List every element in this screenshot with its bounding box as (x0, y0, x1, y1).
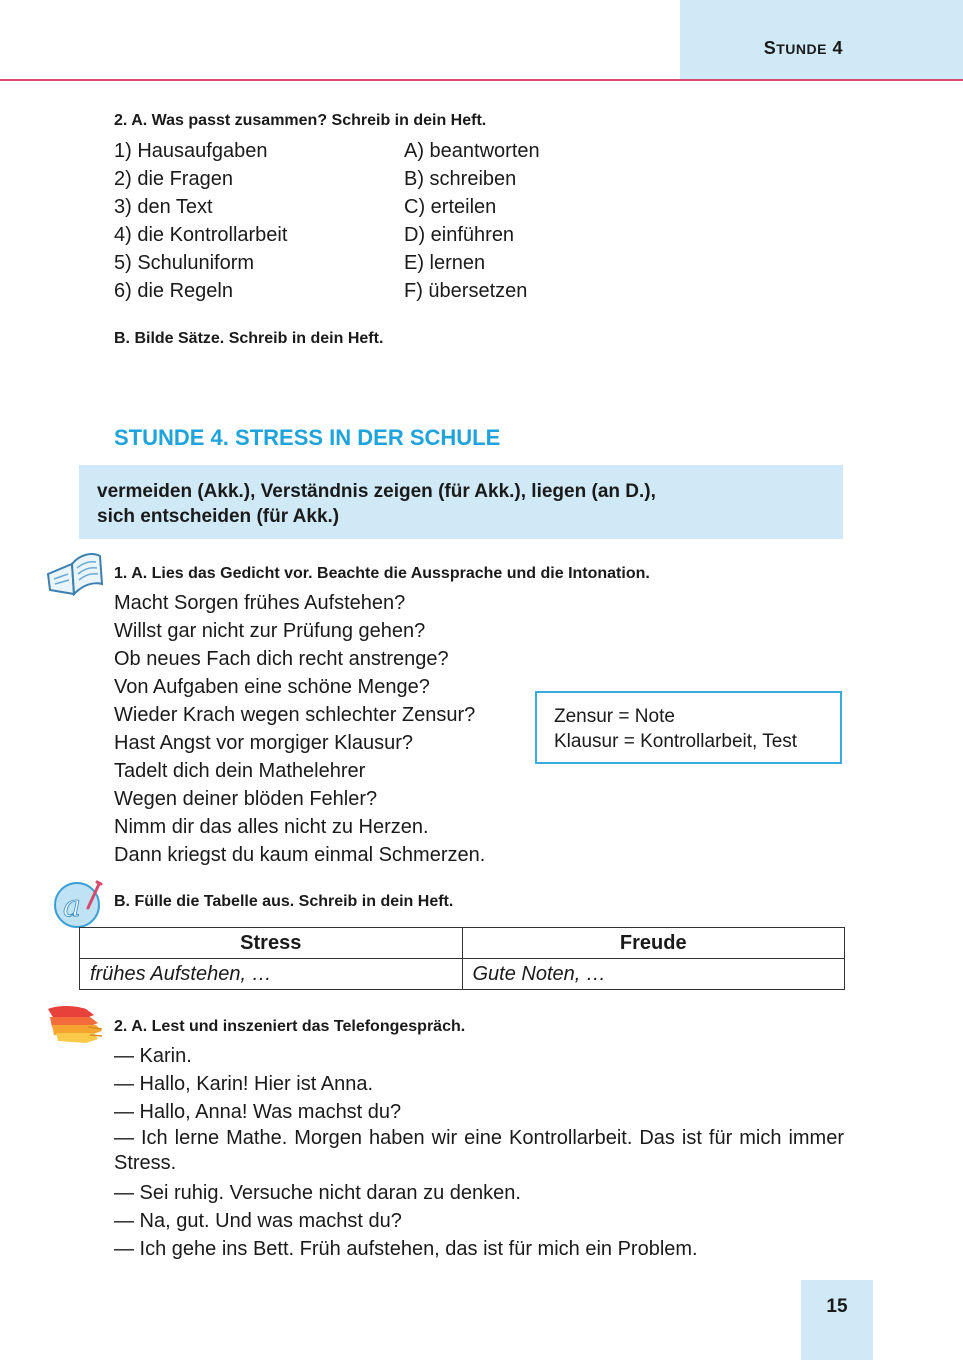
glossary-note (535, 691, 842, 764)
dialog-line: — Na, gut. Und was machst du? (114, 1210, 402, 1232)
header-tab (680, 0, 963, 79)
table-header-row (80, 928, 845, 959)
poem-line: Tadelt dich dein Mathelehrer (114, 760, 366, 782)
header-title: STUNDE 4 (763, 38, 843, 58)
task-2b-instruction: B. Bilde Sätze. Schreib in dein Heft. (114, 330, 384, 347)
table-cell-freude: Gute Noten, … (462, 959, 845, 990)
dialog-line: — Ich lerne Mathe. Morgen haben wir eine Kontrollarbeit. Das ist für mich immer Stress. (114, 1127, 844, 1174)
match-left-2: 2) die Fragen (114, 168, 233, 190)
glossary-line: Klausur = Kontrollarbeit, Test (554, 731, 798, 752)
stress-freude-table (79, 927, 845, 990)
vocabulary-text: vermeiden (Akk.), Verständnis zeigen (für Akk.), liegen (an D.), sich entscheiden (für Akk.) (97, 481, 656, 527)
match-right-f: F) übersetzen (404, 280, 528, 302)
alphabet-a-icon (52, 878, 104, 930)
match-right-c: C) erteilen (404, 196, 497, 218)
glossary-line: Zensur = Note (554, 706, 675, 727)
task-1a-instruction: 1. A. Lies das Gedicht vor. Beachte die Aussprache und die Intonation. (114, 565, 650, 582)
svg-text:a: a (63, 889, 81, 924)
match-right-e: E) lernen (404, 252, 486, 274)
match-right-a: A) beantworten (404, 140, 540, 162)
match-left-1: 1) Hausaufgaben (114, 140, 268, 162)
match-left-4: 4) die Kontrollarbeit (114, 224, 288, 246)
table-cell-stress: frühes Aufstehen, … (80, 959, 463, 990)
match-left-5: 5) Schuluniform (114, 252, 255, 274)
header-rule (0, 79, 963, 81)
dialog-line: — Hallo, Karin! Hier ist Anna. (114, 1073, 373, 1095)
dialog-line: — Karin. (114, 1045, 192, 1067)
match-right-d: D) einführen (404, 224, 515, 246)
poem-line: Willst gar nicht zur Prüfung gehen? (114, 620, 426, 642)
task-2-dialog-instruction: 2. A. Lest und inszeniert das Telefongespräch. (114, 1018, 466, 1035)
poem-line: Wieder Krach wegen schlechter Zensur? (114, 704, 476, 726)
dialog-line: — Sei ruhig. Versuche nicht daran zu denken. (114, 1182, 521, 1204)
match-right-b: B) schreiben (404, 168, 517, 190)
match-left-3: 3) den Text (114, 196, 213, 218)
section-title: STUNDE 4. STRESS IN DER SCHULE (114, 425, 501, 450)
table-row (80, 959, 845, 990)
poem-line: Von Aufgaben eine schöne Menge? (114, 676, 430, 698)
table-header-freude: Freude (462, 928, 845, 959)
handshake-icon (44, 1003, 104, 1045)
vocabulary-box (79, 465, 843, 539)
dialog-line: — Hallo, Anna! Was machst du? (114, 1101, 402, 1123)
task-2a-instruction: 2. A. Was passt zusammen? Schreib in dein Heft. (114, 112, 487, 129)
match-left-6: 6) die Regeln (114, 280, 233, 302)
poem-line: Macht Sorgen frühes Aufstehen? (114, 592, 406, 614)
dialog-line: — Ich gehe ins Bett. Früh aufstehen, das ist für mich ein Problem. (114, 1238, 698, 1260)
task-1b-instruction: B. Fülle die Tabelle aus. Schreib in dein Heft. (114, 893, 454, 910)
table-header-stress: Stress (80, 928, 463, 959)
poem-line: Ob neues Fach dich recht anstrenge? (114, 648, 449, 670)
poem-line: Wegen deiner blöden Fehler? (114, 788, 378, 810)
poem-line: Nimm dir das alles nicht zu Herzen. (114, 816, 429, 838)
poem-line: Dann kriegst du kaum einmal Schmerzen. (114, 844, 486, 866)
book-icon (44, 550, 104, 598)
page-number: 15 (826, 1296, 848, 1317)
poem-line: Hast Angst vor morgiger Klausur? (114, 732, 414, 754)
page-number-tab (801, 1280, 873, 1360)
